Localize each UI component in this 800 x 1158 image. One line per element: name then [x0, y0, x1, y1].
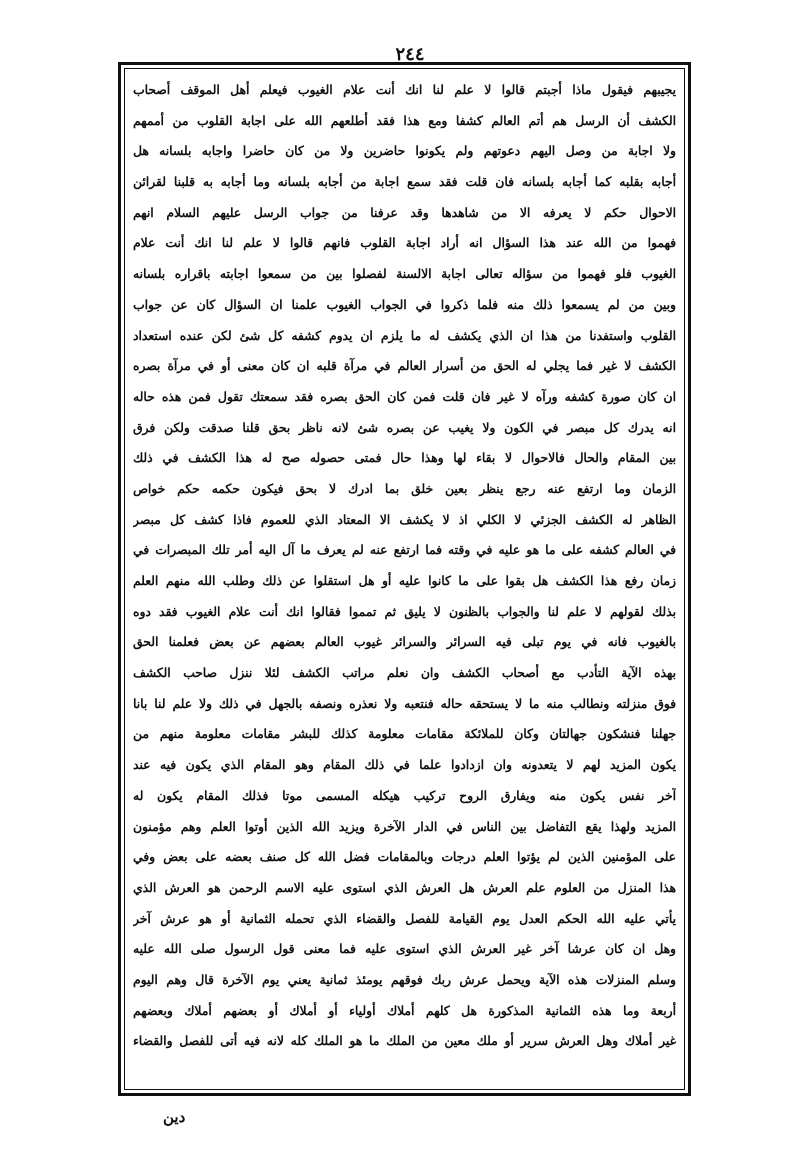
text-line: أربعة وما هذه الثمانية المذكورة هل كلهم أملاك أولياء أو أملاك أو بعضهم أملاك وبعضهم [133, 1002, 676, 1018]
text-body [133, 75, 676, 1057]
text-line: آخر نفس يكون منه ويفارق الروح تركيب هيكله المسمى موتا فذلك المقام يكون له [133, 787, 676, 803]
text-line: الكشف لا غير فما يجلي له الحق من أسرار العالم في مرآة قلبه ان كان معنى أو في مرآة بصره [133, 358, 676, 374]
text-frame [124, 68, 685, 1090]
text-line: الزمان وما ارتفع عنه رجع ينظر بعين خلق بما ادرك لا بحق فيكون حكمه حكم خواص [133, 480, 676, 496]
text-line: ان كان صورة كشفه ورآه لا غير فان قلت فمن كان الحق بصره فقد سمعتك تقول فمن هذه حاله [133, 388, 676, 404]
text-line: وهل ان كان عرشا آخر غير العرش الذي استوى عليه فما معنى قول الرسول صلى الله عليه [133, 941, 676, 957]
text-line: المزيد ولهذا يقع التفاضل بين الناس في الدار الآخرة ويزيد الله الذين أوتوا العلم وهم مؤمنون [133, 818, 676, 834]
text-line: جهلنا فنشكون جهالتان وكان للملائكة مقامات معلومة كذلك للبشر مقامات معلومة منهم من [133, 726, 676, 742]
text-line: فهموا من الله عند هذا السؤال انه أراد اجابة القلوب فانهم قالوا لا علم لنا انك أنت علام [133, 235, 676, 251]
text-line: بين المقام والحال فالاحوال لا بقاء لها وهذا حال فمتى حصوله صح له هذا الكشف في ذلك [133, 450, 676, 466]
text-line: الاحوال حكم لا يعرفه الا من شاهدها وقد عرفنا من جواب الرسل عليهم السلام انهم [133, 204, 676, 220]
text-line: في العالم كشفه على ما هو عليه في وقته فما ارتفع عنه لم يعرف ما آل اليه أمر تلك المبصرات في [133, 542, 676, 558]
text-line: بذلك لقولهم لا علم لنا والجواب بالظنون لا يليق ثم تمموا فقالوا انك أنت علام الغيوب فقد دوه [133, 603, 676, 619]
text-line: يجيبهم فيقول ماذا أجبتم قالوا لا علم لنا انك أنت علام الغيوب فيعلم أهل الموقف أصحاب [133, 82, 676, 97]
text-line: وسلم المنزلات هذه الآية ويحمل عرش ربك فوقهم يومئذ ثمانية يعني يوم الآخرة قال وهم اليوم [133, 971, 676, 987]
text-line: وبين من لم يسمعوا ذلك منه فلما ذكروا في الجواب الغيوب علمنا ان السؤال كان عن جواب [133, 296, 676, 312]
text-line: زمان رفع هذا الكشف هل بقوا على ما كانوا عليه أو هل استقلوا عن ذلك وطلب الله منهم العلم [133, 573, 676, 588]
text-line: أجابه بقلبه كما أجابه بلسانه فان قلت فقد سمع اجابة من أجابه بلسانه وما أجابه به قلبنا لقرائن [133, 174, 676, 190]
text-line: غير أملاك وهل العرش سرير أو ملك معين من الملك ما هو الملك كله لانه فيه أتى للفصل والقضاء [133, 1033, 676, 1049]
text-line: بالغيوب فانه في يوم تبلى فيه السرائر والسرائر غيوب العالم بعضهم عن بعض فعلمنا الحق [133, 634, 676, 650]
text-line: على المؤمنين الذين لم يؤتوا العلم درجات وبالمقامات فضل الله كل صنف بعضه على بعض وفي [133, 849, 676, 865]
text-line: فوق منزلته ونطالب منه ما لا يستحقه حاله فنتعبه ولا نعذره ونصفه بالجهل في ذلك ولا علم لنا بانا [133, 695, 676, 711]
text-line: يأتي عليه الله الحكم العدل يوم القيامة للفصل والقضاء الذي تحمله الثمانية أو هو عرش آخر [133, 910, 676, 926]
text-line: انه يدرك كل مبصر في الكون ولا يغيب عن بصره شئ لانه ناظر بحق قلنا صدقت ولكن فرق [133, 419, 676, 435]
text-line: بهذه الآية التأدب مع أصحاب الكشف وان نعلم مراتب الكشف لئلا ننزل صاحب الكشف [133, 665, 676, 681]
text-line: الظاهر له الكشف الجزئي لا الكلي اذ لا يكشف الا المعتاد الذي للعموم فاذا كشف كل مبصر [133, 511, 676, 527]
text-line: القلوب واستفدنا من هذا ان الذي يكشف له ما يلزم ان يدوم كشفه كل شئ لكن عنده استعداد [133, 327, 676, 343]
catchword: دين [163, 1108, 186, 1126]
text-line: ولا اجابة من وصل اليهم دعوتهم ولم يكونوا حاضرين ولا من كان حاضرا واجابه بلسانه هل [133, 143, 676, 159]
text-line: هذا المنزل من العلوم علم العرش هل العرش الذي استوى عليه الاسم الرحمن هو العرش الذي [133, 879, 676, 895]
text-line: الكشف أن الرسل هم أتم العالم كشفا ومع هذا فقد أطلعهم الله على اجابة القلوب من أممهم [133, 112, 676, 128]
text-line: الغيوب فلو فهموا من سؤاله تعالى اجابة الالسنة لفصلوا بين من سمعوا اجابته باقراره بلسانه [133, 266, 676, 282]
page-number: ٢٤٤ [395, 44, 425, 65]
text-line: يكون المزيد لهم لا يتعدونه وان ازدادوا علما في ذلك المقام وهو المقام الذي يكون فيه عند [133, 757, 676, 773]
